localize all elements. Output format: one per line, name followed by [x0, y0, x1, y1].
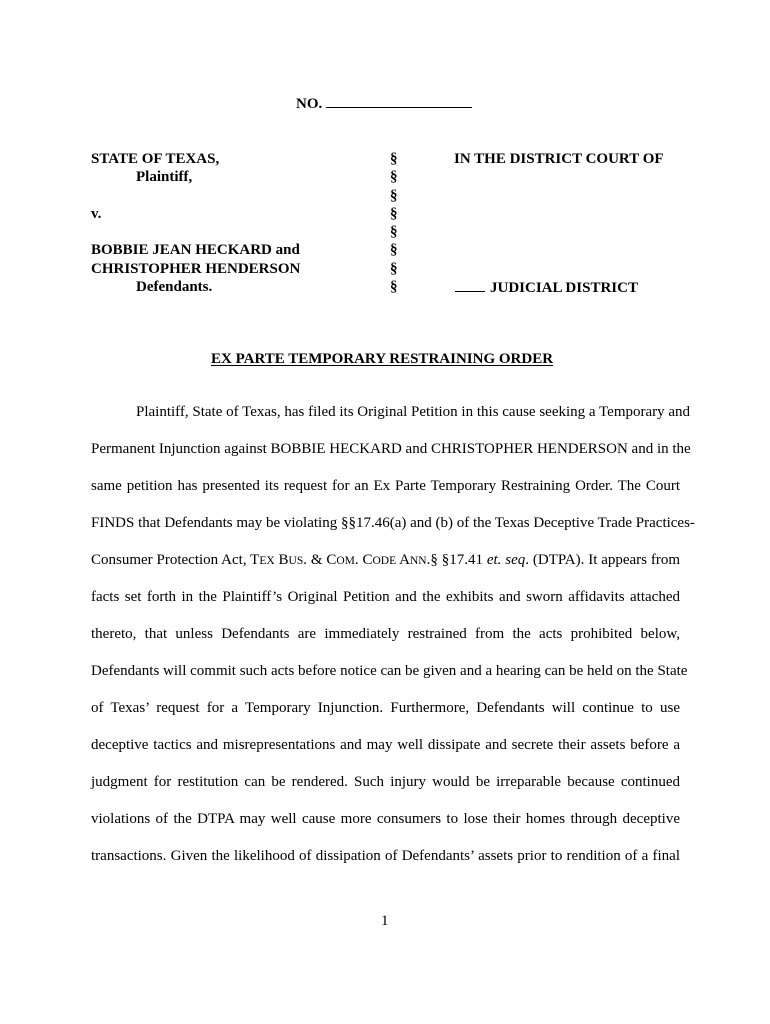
section-symbol: § — [390, 224, 398, 241]
body-line: FINDS that Defendants may be violating §§17.46(a) and (b) of the Texas Deceptive Trade Practices- — [91, 515, 695, 531]
section-symbol: § — [390, 169, 398, 186]
body-line: deceptive tactics and misrepresentations and may well dissipate and secrete their assets before a — [91, 737, 680, 753]
body-line: thereto, that unless Defendants are immediately restrained from the acts prohibited below, — [91, 626, 680, 642]
page-number: 1 — [381, 913, 389, 929]
case-number-blank — [326, 94, 472, 108]
section-symbol: § — [390, 151, 398, 167]
section-symbol: § — [390, 260, 398, 277]
plaintiff-name: STATE OF TEXAS, — [91, 151, 220, 167]
case-number: NO. — [296, 94, 472, 113]
defendant-role: Defendants. — [136, 279, 213, 296]
section-symbol-column — [390, 150, 398, 296]
section-symbol: § — [390, 187, 398, 204]
section-symbol: § — [390, 205, 398, 222]
judicial-district: JUDICIAL DISTRICT — [455, 278, 638, 297]
body-line: of Texas’ request for a Temporary Injunction. Furthermore, Defendants will continue to use — [91, 700, 680, 716]
body-line: same petition has presented its request for an Ex Parte Temporary Restraining Order. The Court — [91, 478, 680, 494]
body-line: transactions. Given the likelihood of dissipation of Defendants’ assets prior to rendition of a final — [91, 848, 680, 864]
section-symbol: § — [390, 242, 398, 259]
case-caption-parties — [91, 150, 300, 296]
plaintiff-role: Plaintiff, — [136, 169, 193, 186]
district-number-blank — [455, 278, 485, 292]
body-line: Defendants will commit such acts before notice can be given and a hearing can be held on the State — [91, 663, 688, 679]
body-line: judgment for restitution can be rendered. Such injury would be irreparable because continued — [91, 774, 680, 790]
body-line: facts set forth in the Plaintiff’s Original Petition and the exhibits and sworn affidavits attached — [91, 589, 680, 605]
body-line: Permanent Injunction against BOBBIE HECKARD and CHRISTOPHER HENDERSON and in the — [91, 441, 691, 457]
citation-line: Consumer Protection Act, TEX BUS. & COM. CODE ANN.§ §17.41 et. seq. (DTPA). It appears from — [91, 552, 681, 568]
body-line: violations of the DTPA may well cause more consumers to lose their homes through deceptive — [91, 811, 680, 827]
court-name: IN THE DISTRICT COURT OF — [454, 151, 664, 167]
section-symbol: § — [390, 279, 398, 296]
defendant-1: BOBBIE JEAN HECKARD and — [91, 242, 300, 259]
defendant-2: CHRISTOPHER HENDERSON — [91, 260, 301, 277]
document-title: EX PARTE TEMPORARY RESTRAINING ORDER — [211, 351, 554, 367]
versus: v. — [91, 205, 102, 222]
body-line: Plaintiff, State of Texas, has filed its Original Petition in this cause seeking a Temporary and — [136, 404, 691, 420]
